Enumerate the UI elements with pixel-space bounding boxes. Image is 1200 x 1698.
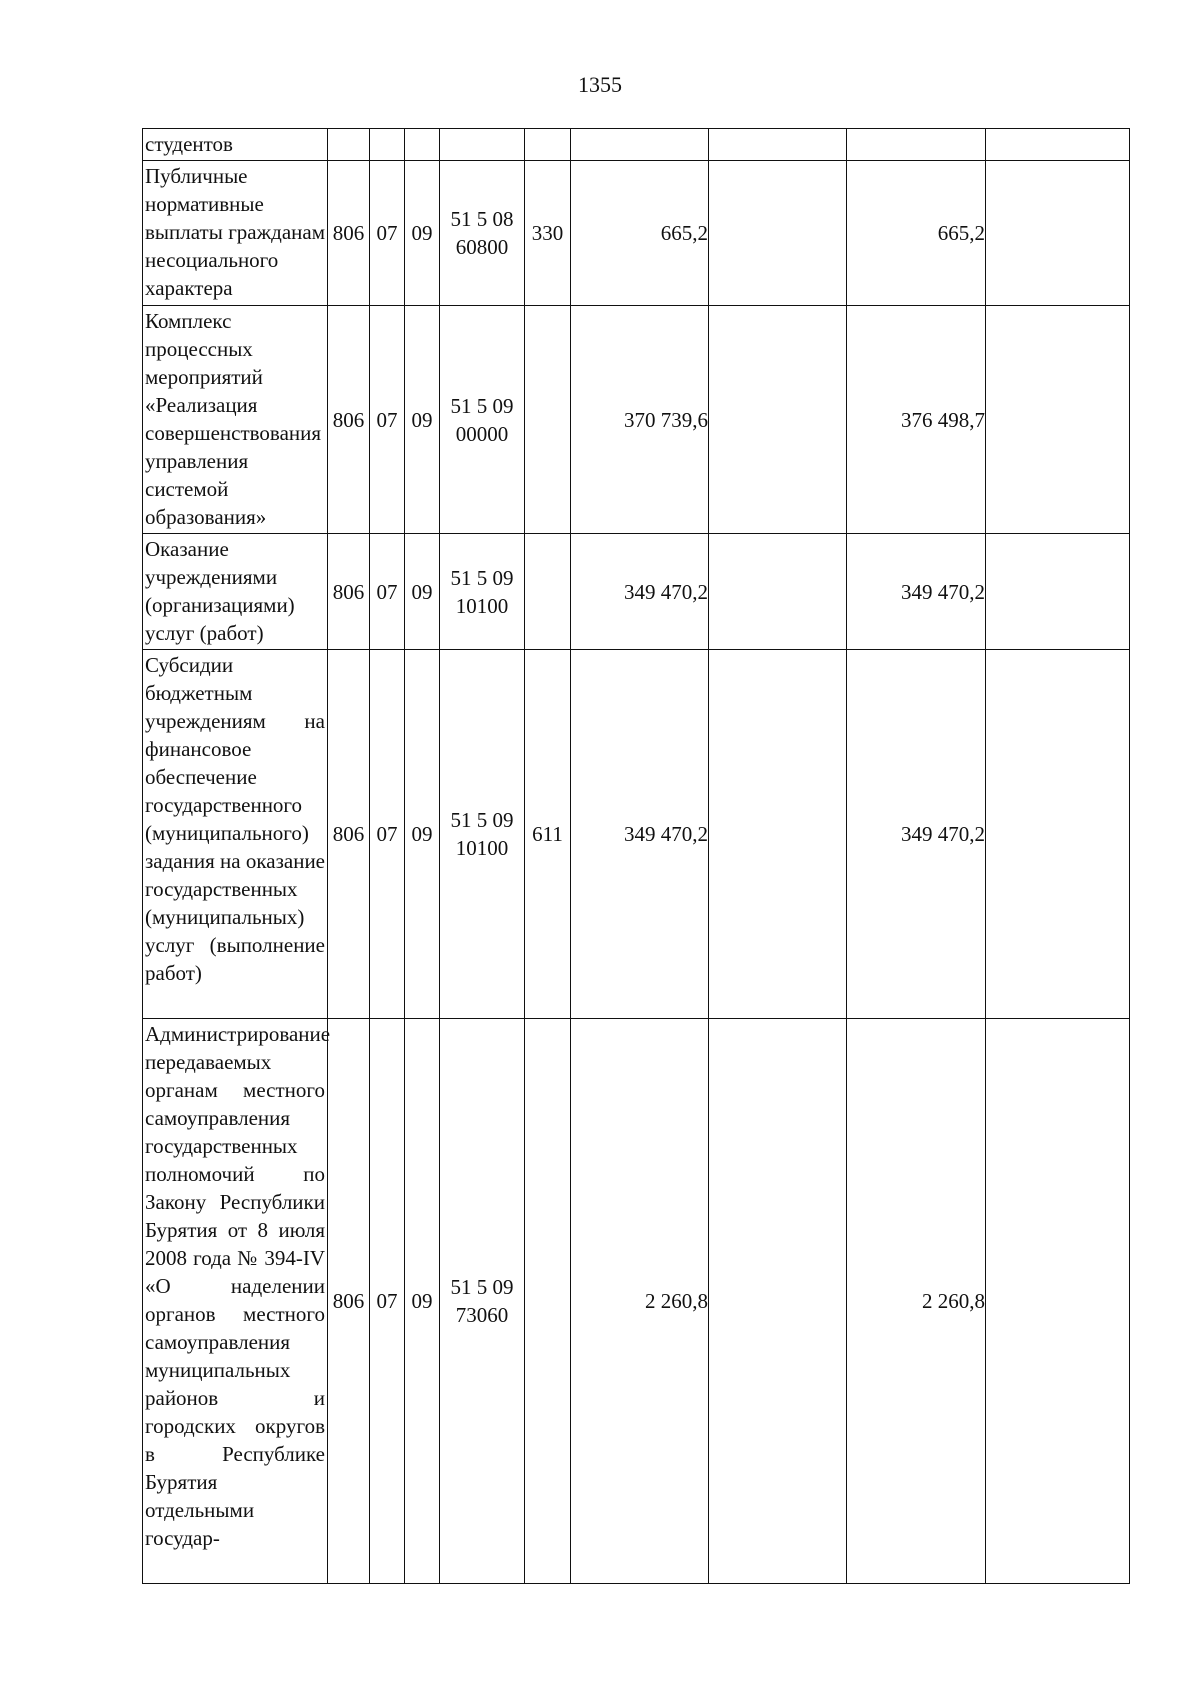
row-sum4 xyxy=(986,1019,1130,1584)
row-vr xyxy=(525,129,571,161)
row-csr-line1: 51 5 09 xyxy=(450,808,514,832)
row-sum2 xyxy=(709,650,847,1019)
row-sum2 xyxy=(709,306,847,534)
row-sum3: 376 498,7 xyxy=(847,306,986,534)
row-csr-line2: 73060 xyxy=(455,1303,509,1327)
table-row xyxy=(143,1019,1130,1584)
row-sum2 xyxy=(709,534,847,650)
row-vr: 611 xyxy=(525,650,571,1019)
row-vr: 330 xyxy=(525,161,571,306)
row-vr xyxy=(525,534,571,650)
row-rz: 07 xyxy=(370,161,405,306)
row-gr: 806 xyxy=(328,534,370,650)
row-rz xyxy=(370,129,405,161)
row-name: Субсидии бюджетным учреждениям на финансовое обеспечение государственного (муниципального) задания на оказание государственных (муниципальных) услуг (выполнение работ) xyxy=(143,650,328,1019)
row-csr xyxy=(440,129,525,161)
row-gr: 806 xyxy=(328,650,370,1019)
row-sum4 xyxy=(986,161,1130,306)
row-csr xyxy=(440,1019,525,1584)
table-row xyxy=(143,534,1130,650)
row-csr-line1: 51 5 09 xyxy=(450,393,514,418)
table-row xyxy=(143,306,1130,534)
row-csr-line1: 51 5 09 xyxy=(450,1275,514,1299)
row-rz: 07 xyxy=(370,306,405,534)
row-sum1: 665,2 xyxy=(571,161,709,306)
row-sum2 xyxy=(709,1019,847,1584)
row-csr-line1: 51 5 09 xyxy=(450,565,514,590)
row-csr-line2: 10100 xyxy=(455,593,509,618)
table-row xyxy=(143,650,1130,1019)
row-pr xyxy=(405,129,440,161)
budget-table xyxy=(142,128,1130,1584)
page-number: 1355 xyxy=(578,72,622,97)
row-sum2 xyxy=(709,161,847,306)
row-name: студентов xyxy=(143,129,328,161)
row-csr-line2: 60800 xyxy=(455,235,509,259)
row-name: Оказание учреждениями (организациями) услуг (работ) xyxy=(143,534,328,650)
row-pr: 09 xyxy=(405,534,440,650)
row-csr-line2: 10100 xyxy=(455,836,509,860)
row-vr xyxy=(525,306,571,534)
row-sum3: 2 260,8 xyxy=(847,1019,986,1584)
row-pr: 09 xyxy=(405,1019,440,1584)
row-csr-line2: 00000 xyxy=(455,421,509,446)
row-sum1 xyxy=(571,129,709,161)
row-csr xyxy=(440,161,525,306)
row-rz: 07 xyxy=(370,650,405,1019)
row-sum2 xyxy=(709,129,847,161)
row-sum1: 349 470,2 xyxy=(571,650,709,1019)
table-row xyxy=(143,129,1130,161)
table-row xyxy=(143,161,1130,306)
row-sum3: 349 470,2 xyxy=(847,650,986,1019)
row-gr xyxy=(328,129,370,161)
row-pr: 09 xyxy=(405,306,440,534)
row-sum1: 370 739,6 xyxy=(571,306,709,534)
row-pr: 09 xyxy=(405,161,440,306)
row-csr xyxy=(440,650,525,1019)
row-rz: 07 xyxy=(370,534,405,650)
row-sum4 xyxy=(986,129,1130,161)
row-rz: 07 xyxy=(370,1019,405,1584)
row-sum3: 665,2 xyxy=(847,161,986,306)
row-name: Администрирование передаваемых органам местного самоуправления государственных полномочий по Закону Республики Бурятия от 8 июля 2008 года № 394-IV «О наделении органов местного самоуправления муниципальных районов и городских округов в Республике Бурятия отдельными государ- xyxy=(143,1019,328,1584)
row-gr: 806 xyxy=(328,161,370,306)
row-sum1: 349 470,2 xyxy=(571,534,709,650)
row-sum4 xyxy=(986,306,1130,534)
row-sum1: 2 260,8 xyxy=(571,1019,709,1584)
row-vr xyxy=(525,1019,571,1584)
row-gr: 806 xyxy=(328,1019,370,1584)
row-pr: 09 xyxy=(405,650,440,1019)
row-csr xyxy=(440,534,525,650)
row-csr-line1: 51 5 08 xyxy=(450,207,514,231)
row-sum3: 349 470,2 xyxy=(847,534,986,650)
row-name: Комплекс процессных мероприятий «Реализация совершенствования управления системой образования» xyxy=(143,306,328,534)
row-name: Публичные нормативные выплаты гражданам несоциального характера xyxy=(143,161,328,306)
row-csr xyxy=(440,306,525,534)
row-sum4 xyxy=(986,650,1130,1019)
row-sum4 xyxy=(986,534,1130,650)
row-sum3 xyxy=(847,129,986,161)
row-gr: 806 xyxy=(328,306,370,534)
